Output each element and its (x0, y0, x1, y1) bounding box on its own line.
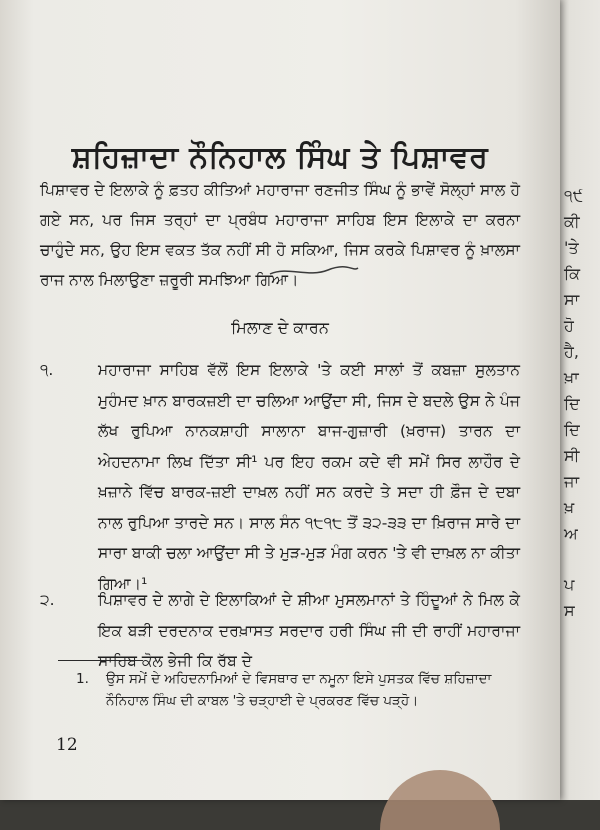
edge-text: ਜਾ (564, 472, 580, 491)
footnote (76, 668, 520, 712)
page-number: 12 (56, 735, 78, 755)
list-text: ਮਹਾਰਾਜਾ ਸਾਹਿਬ ਵੱਲੋਂ ਇਸ ਇਲਾਕੇ 'ਤੇ ਕਈ ਸਾਲਾਂ ਤੋਂ ਕਬਜ਼ਾ ਸੁਲਤਾਨ ਮੁਹੰਮਦ ਖ਼ਾਨ ਬਾਰਕਜ਼ਈ ਦਾ ਚਲਿਆ ਆਉਂਦਾ ਸੀ, ਜਿਸ ਦੇ ਬਦਲੇ ਉਸ ਨੇ ਪੰਜ ਲੱਖ ਰੁਪਿਆ ਨਾਨਕਸ਼ਾਹੀ ਸਾਲਾਨਾ ਬਾਜ-ਗੁਜ਼ਾਰੀ (ਖ਼ਰਾਜ) ਤਾਰਨ ਦਾ ਅੇਹਦਨਾਮਾ ਲਿਖ ਦਿੱਤਾ ਸੀ¹ ਪਰ ਇਹ ਰਕਮ ਕਦੇ ਵੀ ਸਮੇਂ ਸਿਰ ਲਾਹੌਰ ਦੇ ਖ਼ਜ਼ਾਨੇ ਵਿੱਚ ਬਾਰਕ-ਜ਼ਈ ਦਾਖ਼ਲ ਨਹੀਂ ਸਨ ਕਰਦੇ ਤੇ ਸਦਾ ਹੀ ਫ਼ੌਜ ਦੇ ਦਬਾ ਨਾਲ ਰੁਪਿਆ ਤਾਰਦੇ ਸਨ। ਸਾਲ ਸੰਨ ੧੮੧੮ ਤੋਂ ੩੨-੩੩ ਦਾ ਖ਼ਿਰਾਜ ਸਾਰੇ ਦਾ ਸਾਰਾ ਬਾਕੀ ਚਲਾ ਆਉਂਦਾ ਸੀ ਤੇ ਮੁੜ-ਮੁੜ ਮੰਗ ਕਰਨ 'ਤੇ ਵੀ ਦਾਖ਼ਲ ਨਾ ਕੀਤਾ ਗਿਆ।¹ (98, 361, 520, 593)
list-text: ਪਿਸ਼ਾਵਰ ਦੇ ਲਾਗੇ ਦੇ ਇਲਾਕਿਆਂ ਦੇ ਸ਼ੀਆ ਮੁਸਲਮਾਨਾਂ ਤੇ ਹਿੰਦੂਆਂ ਨੇ ਮਿਲ ਕੇ ਇਕ ਬੜੀ ਦਰਦਨਾਕ ਦਰਖ਼ਾਸਤ ਸਰਦਾਰ ਹਰੀ ਸਿੰਘ ਜੀ ਦੀ ਰਾਹੀਂ ਮਹਾਰਾਜਾ ਸਾਹਿਬ ਕੋਲ ਭੇਜੀ ਕਿ ਰੱਬ ਦੇ (98, 591, 520, 670)
thumb-shadow (380, 770, 500, 830)
page-title: ਸ਼ਹਿਜ਼ਾਦਾ ਨੌਨਿਹਾਲ ਸਿੰਘ ਤੇ ਪਿਸ਼ਾਵਰ (71, 140, 489, 176)
edge-text: ਸੀ (564, 446, 580, 465)
list-item (40, 355, 520, 599)
edge-text: ਕੀ (564, 212, 580, 231)
edge-text: ਹੋ (564, 316, 574, 335)
list-item (40, 585, 520, 677)
edge-text: 'ਤੇ (564, 238, 579, 257)
edge-text: ਹੈ, (564, 342, 579, 361)
edge-text: ੧੯ (564, 186, 584, 205)
edge-text: ਸ (564, 601, 575, 620)
edge-text: ਅ (564, 524, 578, 543)
intro-paragraph: ਪਿਸ਼ਾਵਰ ਦੇ ਇਲਾਕੇ ਨੂੰ ਫ਼ਤਹ ਕੀਤਿਆਂ ਮਹਾਰਾਜਾ ਰਣਜੀਤ ਸਿੰਘ ਨੂੰ ਭਾਵੇਂ ਸੋਲ੍ਹਾਂ ਸਾਲ ਹੋ ਗਏ ਸਨ, ਪਰ ਜਿਸ ਤਰ੍ਹਾਂ ਦਾ ਪ੍ਰਬੰਧ ਮਹਾਰਾਜਾ ਸਾਹਿਬ ਇਸ ਇਲਾਕੇ ਦਾ ਕਰਨਾ ਚਾਹੁੰਦੇ ਸਨ, ਉਹ ਇਸ ਵਕਤ ਤੱਕ ਨਹੀਂ ਸੀ ਹੋ ਸਕਿਆ, ਜਿਸ ਕਰਕੇ ਪਿਸ਼ਾਵਰ ਨੂੰ ਖ਼ਾਲਸਾ ਰਾਜ ਨਾਲ ਮਿਲਾਉਣਾ ਜ਼ਰੂਰੀ ਸਮਝਿਆ ਗਿਆ। (40, 181, 520, 289)
footnote-divider (58, 660, 143, 661)
next-page-edge (556, 0, 600, 800)
edge-text: ਸਾ (564, 290, 580, 309)
edge-text: ਖ਼ (564, 498, 575, 517)
pen-mark-icon (268, 262, 360, 280)
section-subheading: ਮਿਲਾਣ ਦੇ ਕਾਰਨ (231, 318, 329, 337)
footnote-text: ਉਸ ਸਮੇਂ ਦੇ ਅਹਿਦਨਾਮਿਆਂ ਦੇ ਵਿਸਥਾਰ ਦਾ ਨਮੂਨਾ ਇਸੇ ਪੁਸਤਕ ਵਿੱਚ ਸ਼ਹਿਜ਼ਾਦਾ ਨੌਨਿਹਾਲ ਸਿੰਘ ਦੀ ਕਾਬਲ 'ਤੇ ਚੜ੍ਹਾਈ ਦੇ ਪ੍ਰਕਰਣ ਵਿੱਚ ਪੜ੍ਹੋ। (106, 671, 492, 709)
edge-text: ਦਿ (564, 394, 580, 413)
list-number: ੧. (40, 361, 54, 379)
edge-text: ਖ਼ਾ (564, 368, 579, 387)
edge-text: ਕਿ (564, 264, 581, 283)
footnote-number: 1. (76, 671, 89, 687)
edge-text: ਦਿ (564, 420, 580, 439)
list-number: ੨. (40, 591, 55, 609)
edge-text: ਪ (564, 575, 575, 594)
